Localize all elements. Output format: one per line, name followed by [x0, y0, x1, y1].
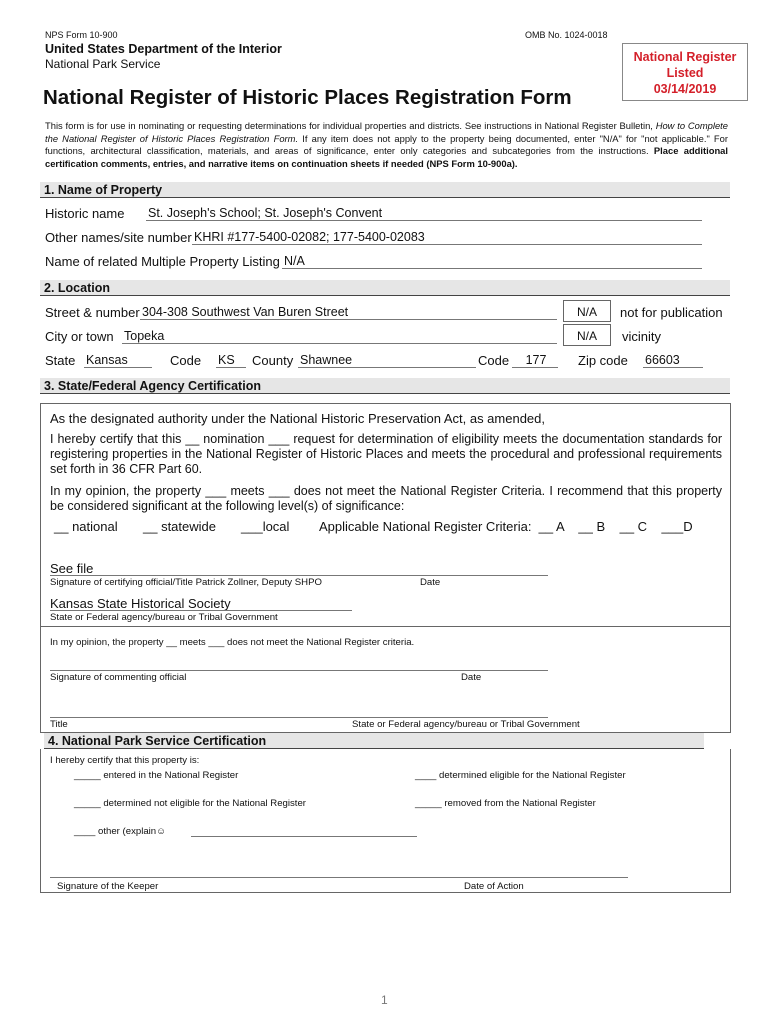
- certify-statement: I hereby certify that this __ nomination ___ request for determination of eligibility meets the documentation standards for registering properties in the National Register of Historic Places and meets the procedural and professional requirements set forth in 36 CFR Part 60.: [50, 432, 722, 476]
- authority-statement: As the designated authority under the National Historic Preservation Act, as amended,: [50, 411, 546, 426]
- other-names-field[interactable]: KHRI #177-5400-02082; 177-5400-02083: [192, 230, 702, 245]
- nps-certify-statement: I hereby certify that this property is:: [50, 755, 200, 766]
- agency-value: Kansas State Historical Society: [50, 596, 231, 611]
- opinion-statement: In my opinion, the property ___ meets ___ does not meet the National Register Criteria. I recommend that this property be considered significant at the following level(s) of significance:: [50, 484, 722, 513]
- page-title: National Register of Historic Places Registration Form: [43, 86, 572, 109]
- form-number: NPS Form 10-900: [45, 30, 118, 40]
- service: National Park Service: [45, 57, 161, 71]
- county-code-field[interactable]: 177: [512, 353, 558, 368]
- section-2-heading: 2. Location: [40, 280, 730, 296]
- intro-text-2: If any item does not apply to the property being documented, enter "N/A" for "not applicable." For functions, architectural classification, materials, and areas of significance, enter only categories and subcategories from the instructions.: [45, 132, 728, 156]
- vicinity-label: vicinity: [622, 329, 662, 344]
- intro-bulletin-title: How to Complete the National Register of Historic Places Registration Form.: [45, 120, 729, 144]
- city-na-box[interactable]: N/A: [563, 324, 611, 346]
- stamp-line-1: National Register: [633, 50, 737, 64]
- street-field[interactable]: 304-308 Southwest Van Buren Street: [140, 305, 557, 320]
- city-label: City or town: [45, 329, 114, 344]
- intro-text-1: This form is for use in nominating or requesting determinations for individual properties and districts. See instructions in National Register Bulletin,: [45, 120, 656, 131]
- title-label: Title: [50, 719, 68, 730]
- see-file-text: See file: [50, 561, 94, 576]
- signature-label-1: Signature of certifying official/Title Patrick Zollner, Deputy SHPO: [50, 577, 322, 588]
- option-entered[interactable]: _____ entered in the National Register: [74, 770, 239, 781]
- date-label-2: Date: [461, 672, 482, 683]
- signature-line-2: [50, 670, 548, 671]
- omb-number: OMB No. 1024-0018: [525, 30, 608, 40]
- keeper-signature-label: Signature of the Keeper: [57, 881, 159, 892]
- not-for-publication: not for publication: [620, 305, 723, 320]
- stamp-line-3: 03/14/2019: [653, 82, 717, 96]
- zip-label: Zip code: [578, 353, 628, 368]
- listed-stamp: [622, 43, 748, 101]
- option-determined-eligible[interactable]: ____ determined eligible for the National Register: [415, 770, 626, 781]
- level-national[interactable]: __ national: [54, 519, 118, 534]
- date-of-action-label: Date of Action: [464, 881, 524, 892]
- street-label: Street & number: [45, 305, 140, 320]
- other-names-label: Other names/site number: [45, 230, 192, 245]
- intro-paragraph: [45, 120, 728, 170]
- intro-continuation-note: Place additional certification comments, entries, and narrative items on continuation sheets if needed (NPS Form 10-900a).: [45, 145, 729, 169]
- historic-name-label: Historic name: [45, 206, 125, 221]
- state-label: State: [45, 353, 76, 368]
- date-label-1: Date: [420, 577, 441, 588]
- option-other[interactable]: ____ other (explain☺: [74, 826, 166, 837]
- historic-name-field[interactable]: St. Joseph's School; St. Joseph's Convent: [146, 206, 702, 221]
- city-field[interactable]: Topeka: [122, 329, 557, 344]
- state-code-label: Code: [170, 353, 202, 368]
- page-number: 1: [381, 993, 388, 1007]
- level-local[interactable]: ___local: [241, 519, 290, 534]
- county-label: County: [252, 353, 294, 368]
- level-statewide[interactable]: __ statewide: [143, 519, 216, 534]
- street-na-box[interactable]: N/A: [563, 300, 611, 322]
- state-code-field[interactable]: KS: [216, 353, 246, 368]
- other-explain-line[interactable]: [191, 836, 417, 837]
- agency-2-label: State or Federal agency/bureau or Tribal Government: [352, 719, 580, 730]
- signature-label-2: Signature of commenting official: [50, 672, 187, 683]
- department: United States Department of the Interior: [45, 42, 282, 56]
- zip-field[interactable]: 66603: [643, 353, 703, 368]
- option-not-eligible[interactable]: _____ determined not eligible for the National Register: [74, 798, 306, 809]
- keeper-signature-line: [50, 877, 628, 878]
- state-field[interactable]: Kansas: [84, 353, 152, 368]
- title-line: [50, 717, 548, 718]
- criteria-options[interactable]: Applicable National Register Criteria: __ A __ B __ C ___D: [319, 519, 693, 534]
- opinion-2-statement: In my opinion, the property __ meets ___ does not meet the National Register criteria.: [50, 637, 415, 648]
- stamp-line-2: Listed: [666, 66, 704, 80]
- county-code-label: Code: [478, 353, 510, 368]
- signature-line-1: [50, 575, 548, 576]
- agency-label: State or Federal agency/bureau or Tribal Government: [50, 612, 278, 623]
- agency-line: [50, 610, 352, 611]
- option-removed[interactable]: _____ removed from the National Register: [415, 798, 596, 809]
- section-1-heading: 1. Name of Property: [40, 182, 730, 198]
- section-4-heading: 4. National Park Service Certification: [44, 733, 704, 749]
- section-3-heading: 3. State/Federal Agency Certification: [40, 378, 730, 394]
- county-field[interactable]: Shawnee: [298, 353, 476, 368]
- section-3-divider: [41, 626, 730, 627]
- multiple-property-field[interactable]: N/A: [282, 254, 702, 269]
- multiple-property-label: Name of related Multiple Property Listing: [45, 254, 280, 269]
